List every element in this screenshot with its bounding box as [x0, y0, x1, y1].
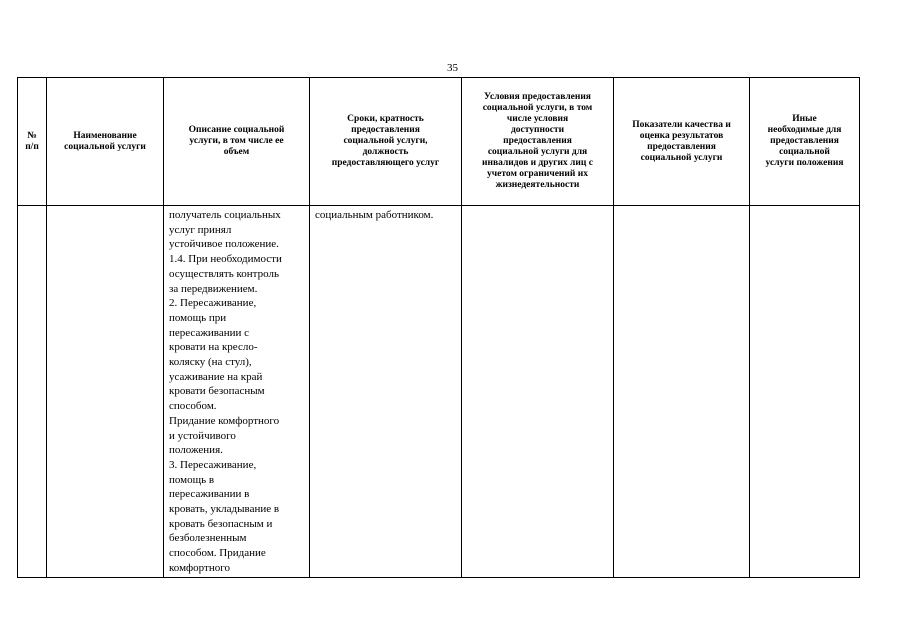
cell-quality	[614, 206, 750, 578]
header-line: предоставления	[503, 136, 572, 146]
text-line: услуг принял	[169, 223, 232, 236]
text-line: 3. Пересаживание,	[169, 458, 257, 471]
header-description	[164, 78, 310, 206]
header-line: социальной услуги, в том	[482, 103, 593, 113]
text-line: помощь в	[169, 473, 215, 486]
header-service-name	[47, 78, 164, 206]
text-line: способом. Придание	[169, 547, 266, 560]
header-line: предоставляющего услуг	[331, 158, 440, 168]
header-line: услуги положения	[765, 158, 844, 168]
cell-terms	[310, 206, 462, 578]
text-line: пересаживании с	[169, 326, 250, 339]
text-line: кровати безопасным	[169, 385, 265, 398]
text-line: и устойчивого	[169, 429, 236, 442]
text-line: осуществлять контроль	[169, 267, 279, 280]
services-table	[17, 77, 860, 578]
text-line: безболезненным	[169, 532, 247, 545]
header-line: услуги, в том числе ее	[189, 136, 284, 146]
text-line: коляску (на стул),	[169, 356, 252, 369]
header-line: социальной услуги,	[343, 136, 428, 146]
header-line: числе условия	[506, 114, 569, 124]
header-terms	[310, 78, 462, 206]
text-line: комфортного	[169, 561, 230, 574]
header-line: социальной услуги для	[487, 147, 588, 157]
description-text	[164, 206, 309, 576]
text-line: кровати на кресло-	[169, 341, 258, 354]
header-line: предоставления	[351, 125, 420, 135]
header-line: оценка результатов	[639, 130, 724, 141]
text-line: положения.	[169, 444, 223, 457]
header-line: п/п	[25, 141, 39, 152]
header-line: Сроки, кратность	[347, 114, 424, 124]
table-header-row	[18, 78, 860, 206]
header-line: социальной услуги	[640, 152, 723, 163]
text-line: 1.4. При необходимости	[169, 253, 282, 266]
header-line: предоставления	[770, 136, 839, 146]
header-line: Иные	[792, 114, 817, 124]
header-line: Условия предоставления	[484, 92, 591, 102]
header-line: инвалидов и других лиц с	[482, 158, 593, 168]
header-line: должность	[362, 147, 409, 157]
header-line: №	[27, 130, 37, 141]
table-row	[18, 206, 860, 578]
page-number: 35	[447, 62, 458, 74]
text-line: за передвижением.	[169, 282, 258, 295]
text-line: способом.	[169, 400, 217, 413]
header-other	[750, 78, 860, 206]
header-line: предоставления	[647, 141, 716, 152]
header-line: объем	[223, 147, 250, 157]
terms-text	[310, 206, 461, 223]
text-line: социальным работником.	[315, 209, 434, 221]
header-line: социальной	[779, 147, 830, 157]
header-line: Показатели качества и	[632, 119, 731, 130]
text-line: усаживание на край	[169, 370, 263, 383]
text-line: помощь при	[169, 311, 227, 324]
text-line: получатель социальных	[169, 209, 281, 221]
cell-other	[750, 206, 860, 578]
header-line: социальной услуги	[64, 141, 146, 152]
text-line: Придание комфортного	[169, 414, 280, 427]
header-conditions	[462, 78, 614, 206]
header-number	[18, 78, 47, 206]
cell-conditions	[462, 206, 614, 578]
header-line: Описание социальной	[188, 125, 285, 135]
header-line: жизнедеятельности	[495, 180, 580, 190]
header-line: Наименование	[73, 130, 137, 141]
cell-description	[164, 206, 310, 578]
header-line: учетом ограничений их	[487, 169, 588, 179]
text-line: кровать безопасным и	[169, 517, 273, 530]
text-line: устойчивое положение.	[169, 238, 279, 251]
header-quality	[614, 78, 750, 206]
cell-service-name	[47, 206, 164, 578]
text-line: кровать, укладывание в	[169, 503, 280, 516]
header-line: доступности	[510, 125, 565, 135]
cell-number	[18, 206, 47, 578]
header-line: необходимые для	[767, 125, 842, 135]
text-line: пересаживании в	[169, 488, 250, 501]
text-line: 2. Пересаживание,	[169, 297, 257, 310]
